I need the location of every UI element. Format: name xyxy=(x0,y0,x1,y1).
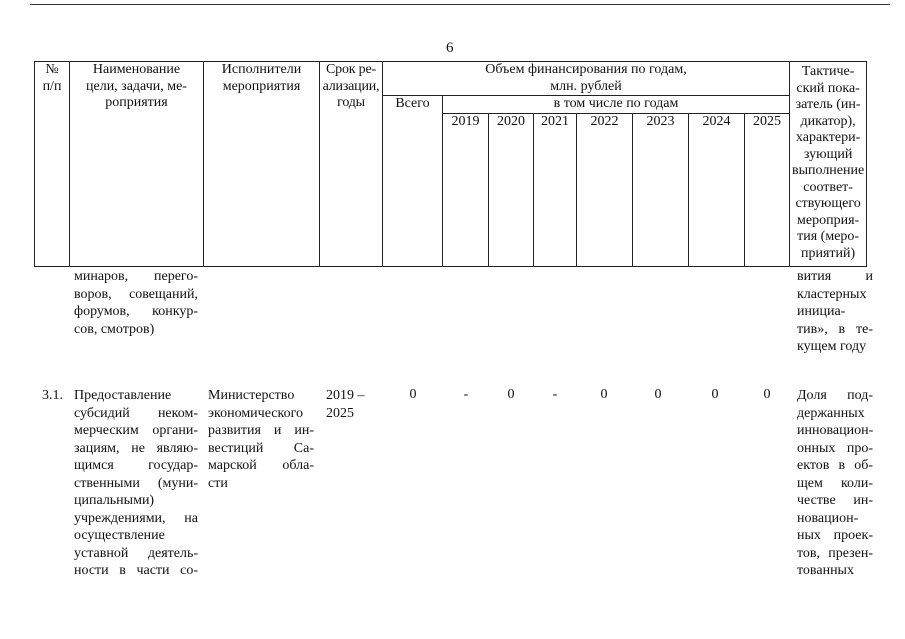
col-total-header: Всего xyxy=(383,96,443,267)
value-2019: - xyxy=(463,387,469,402)
row-number: 3.1. xyxy=(42,388,63,403)
value-2025: 0 xyxy=(763,387,771,402)
year-2025: 2025 xyxy=(745,114,790,267)
value-2020: 0 xyxy=(507,387,515,402)
col-no-header: № п/п xyxy=(35,62,70,267)
year-2022: 2022 xyxy=(577,114,633,267)
year-2024: 2024 xyxy=(689,114,745,267)
row-indicator: Доля под- держанных инновацион- онных про- ектов в об- щем коли- честве ин- новацион- ных проек- тов, презен- тованных xyxy=(797,388,874,578)
col-executors-header: Исполнители мероприятия xyxy=(204,62,320,267)
row-name: Предоставление субсидий неком- мерческим органи- зациям, не являю- щимся государ- ственными (муни- ципальными) учреждениями, на осуществление уставной деятель- ности в части со- xyxy=(74,388,198,578)
value-2021: - xyxy=(552,387,558,402)
row-total: 0 xyxy=(409,387,417,402)
col-incl-header: в том числе по годам xyxy=(443,96,790,114)
col-indicator-header: Тактиче- ский пока- затель (ин- дикатор), характери- зующий выполнение соответ- ствующего мероприя- тия (меро- приятий) xyxy=(790,62,867,267)
table-header xyxy=(34,61,867,267)
row-term: 2019 – 2025 xyxy=(326,388,365,421)
col-term-header: Срок ре- ализации, годы xyxy=(320,62,383,267)
page-number: 6 xyxy=(446,40,454,56)
year-2023: 2023 xyxy=(633,114,689,267)
col-funding-header: Объем финансирования по годам, млн. рублей xyxy=(383,62,790,96)
year-2020: 2020 xyxy=(489,114,534,267)
value-2022: 0 xyxy=(600,387,608,402)
year-2021: 2021 xyxy=(534,114,577,267)
continuation-name: минаров, перего- воров, совещаний, форумов, конкур- сов, смотров) xyxy=(74,269,198,337)
row-executors: Министерство экономического развития и ин- вестиций Са- марской обла- сти xyxy=(208,388,314,491)
year-2019: 2019 xyxy=(443,114,489,267)
value-2023: 0 xyxy=(654,387,662,402)
value-2024: 0 xyxy=(711,387,719,402)
continuation-indicator: вития и кластерных инициа- тив», в те- кущем году xyxy=(797,269,873,354)
col-name-header: Наименование цели, задачи, ме- роприятия xyxy=(70,62,204,267)
top-border-line xyxy=(30,4,890,5)
